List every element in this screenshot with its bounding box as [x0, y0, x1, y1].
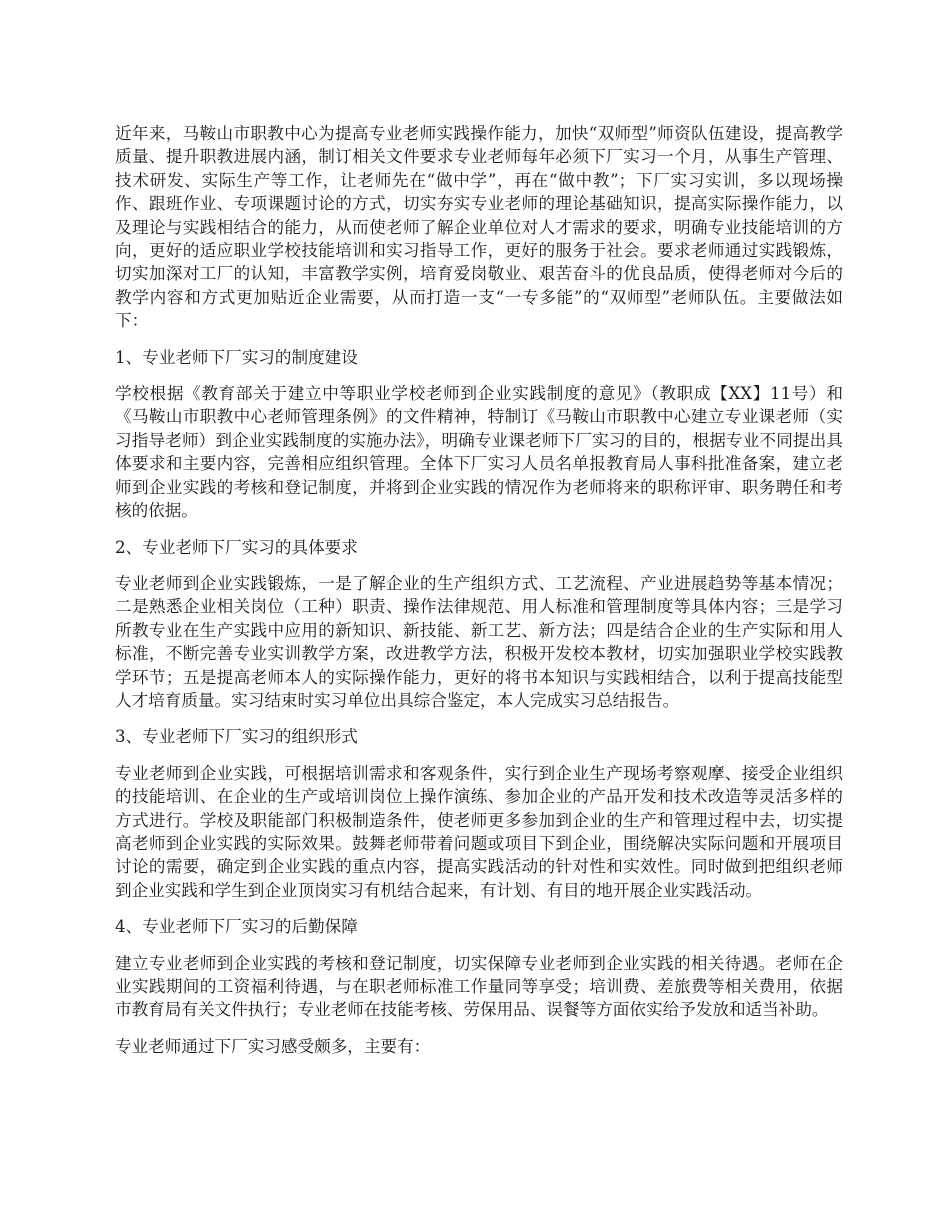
section-body-3: 专业老师到企业实践，可根据培训需求和客观条件，实行到企业生产现场考察观摩、接受企业组织的技能培训、在企业的生产或培训岗位上操作演练、参加企业的产品开发和技术改造等灵活多样的方式进行。学校及职能部门积极制造条件，使老师更多参加到企业的生产和管理过程中去，切实提高老师到企业实践的实际效果。鼓舞老师带着问题或项目下到企业，围绕解决实际问题和开展项目讨论的需要，确定到企业实践的重点内容，提高实践活动的针对性和实效性。同时做到把组织老师到企业实践和学生到企业顶岗实习有机结合起来，有计划、有目的地开展企业实践活动。: [115, 763, 843, 900]
section-heading-1: 1、专业老师下厂实习的制度建设: [115, 347, 358, 367]
section-heading-4: 4、专业老师下厂实习的后勤保障: [115, 917, 358, 937]
document-page: [115, 122, 843, 1071]
section-heading-2: 2、专业老师下厂实习的具体要求: [115, 537, 358, 557]
closing-paragraph: 专业老师通过下厂实习感受颇多，主要有：: [115, 1036, 431, 1056]
intro-paragraph: 近年来，马鞍山市职教中心为提高专业老师实践操作能力，加快“双师型”师资队伍建设，提高教学质量、提升职教进展内涵，制订相关文件要求专业老师每年必须下厂实习一个月，从事生产管理、技术研发、实际生产等工作，让老师先在“做中学”，再在“做中教”；下厂实习实训，多以现场操作、跟班作业、专项课题讨论的方式，切实夯实专业老师的理论基础知识，提高实际操作能力，以及理论与实践相结合的能力，从而使老师了解企业单位对人才需求的要求，明确专业技能培训的方向，更好的适应职业学校技能培训和实习指导工作，更好的服务于社会。要求老师通过实践锻炼，切实加深对工厂的认知，丰富教学实例，培育爱岗敬业、艰苦奋斗的优良品质，使得老师对今后的教学内容和方式更加贴近企业需要，从而打造一支“一专多能”的“双师型”老师队伍。主要做法如下：: [115, 124, 843, 331]
section-body-1: 学校根据《教育部关于建立中等职业学校老师到企业实践制度的意见》（教职成【XX】11号）和《马鞍山市职教中心老师管理条例》的文件精神，特制订《马鞍山市职教中心建立专业课老师（实习指导老师）到企业实践制度的实施办法》，明确专业课老师下厂实习的目的，根据专业不同提出具体要求和主要内容，完善相应组织管理。全体下厂实习人员名单报教育局人事科批准备案，建立老师到企业实践的考核和登记制度，并将到企业实践的情况作为老师将来的职称评审、职务聘任和考核的依据。: [115, 384, 843, 521]
section-body-4: 建立专业老师到企业实践的考核和登记制度，切实保障专业老师到企业实践的相关待遇。老师在企业实践期间的工资福利待遇，与在职老师标准工作量同等享受；培训费、差旅费等相关费用，依据市教育局有关文件执行；专业老师在技能考核、劳保用品、误餐等方面依实给予发放和适当补助。: [115, 953, 843, 1020]
section-heading-3: 3、专业老师下厂实习的组织形式: [115, 727, 358, 747]
section-body-2: 专业老师到企业实践锻炼，一是了解企业的生产组织方式、工艺流程、产业进展趋势等基本情况；二是熟悉企业相关岗位（工种）职责、操作法律规范、用人标准和管理制度等具体内容；三是学习所教专业在生产实践中应用的新知识、新技能、新工艺、新方法；四是结合企业的生产实际和用人标准，不断完善专业实训教学方案，改进教学方法，积极开发校本教材，切实加强职业学校实践教学环节；五是提高老师本人的实际操作能力，更好的将书本知识与实践相结合，以利于提高技能型人才培育质量。实习结束时实习单位出具综合鉴定，本人完成实习总结报告。: [115, 573, 843, 710]
